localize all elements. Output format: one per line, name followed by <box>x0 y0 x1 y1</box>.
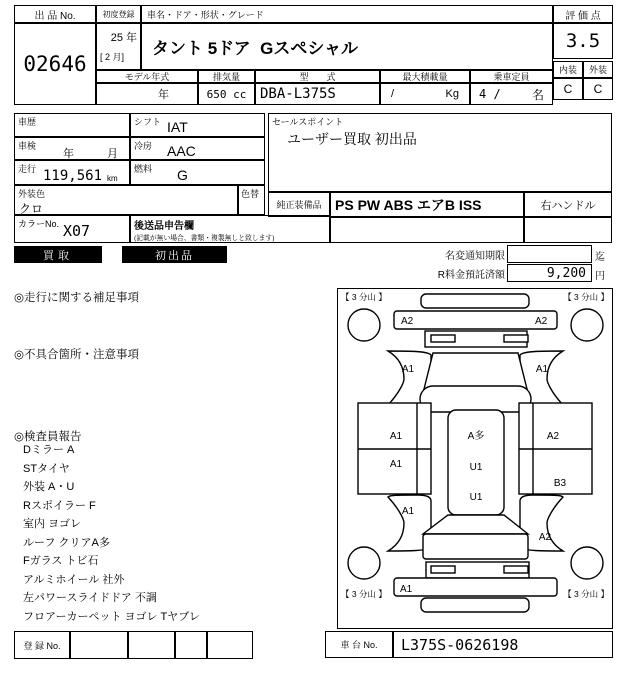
mileage-value: 119,561 <box>43 168 103 184</box>
mark-roof-front: A多 <box>467 431 485 442</box>
inspector-item: アルミホイール 社外 <box>23 573 125 586</box>
inspector-item: フロアーカーペット ヨゴレ Tヤブレ <box>23 610 200 623</box>
fuel-value: G <box>177 167 188 183</box>
running-notes-title: ◎走行に関する補足事項 <box>14 292 140 304</box>
rear-bumper <box>394 578 557 596</box>
history-cell <box>14 113 130 137</box>
first-registration-month: [ 2 月] <box>100 51 125 62</box>
inspection-label: 車検 <box>18 141 37 151</box>
cowl <box>420 386 531 412</box>
tire-rear-left-icon <box>348 547 380 579</box>
shift-cell <box>130 113 265 137</box>
registration-no-label: 登 録 No. <box>14 631 70 659</box>
mark-rear-fender-right: A2 <box>538 532 552 543</box>
later-items-note: (記載が無い場合、書類・複製無しと致します) <box>134 235 275 242</box>
color-no-value: X07 <box>63 222 91 240</box>
exterior-label: 外装 <box>583 61 613 78</box>
name-change-unit: 迄 <box>595 252 605 263</box>
shift-label: シフト <box>134 117 162 127</box>
later-items-label: 後送品申告欄 <box>134 221 194 232</box>
rear-window <box>423 515 528 534</box>
max-load-slash: / <box>391 88 395 100</box>
ac-label: 冷房 <box>134 141 153 151</box>
inspector-item: Dミラー A <box>23 444 75 456</box>
registration-cell-3 <box>175 631 207 659</box>
inspector-item: ルーフ クリアA多 <box>23 536 110 549</box>
sales-point-text: ユーザー買取 初出品 <box>287 131 417 147</box>
inspector-item: Rスポイラー F <box>23 499 96 512</box>
repaint-label: 色替 <box>241 189 260 199</box>
badge-hatsushuppin: 初出品 <box>122 246 227 263</box>
later-items-cell <box>130 215 330 243</box>
exterior-color-cell <box>14 185 238 215</box>
lot-no-value: 02646 <box>14 23 96 105</box>
tire-tread-rear-right: 【 3 分山 】 <box>563 589 609 599</box>
equipment-value: PS PW ABS エアB ISS <box>330 192 524 217</box>
tire-tread-front-left: 【 3 分山 】 <box>341 292 387 302</box>
inspector-report-title: ◎検査員報告 <box>14 431 82 443</box>
mark-door-right: A2 <box>546 431 560 442</box>
first-registration-label: 初度登録 <box>96 5 141 23</box>
first-registration-value <box>96 23 141 70</box>
badge-kaitori: 買取 <box>14 246 102 263</box>
color-no-cell <box>14 215 130 243</box>
model-code-label: 型 式 <box>255 70 380 83</box>
name-change-box <box>507 245 592 263</box>
max-load-label: 最大積載量 <box>380 70 470 83</box>
capacity-value <box>470 83 553 105</box>
inspector-item: STタイヤ <box>23 462 70 475</box>
sales-point-label: セールスポイント <box>272 117 344 127</box>
mark-front-bumper-right: A2 <box>535 316 548 327</box>
mark-door-left-upper: A1 <box>389 431 403 442</box>
recycle-fee-label: R料金預託済額 <box>437 270 505 281</box>
mark-quarter-right: B3 <box>553 478 567 489</box>
score-value: 3.5 <box>553 23 613 59</box>
displacement-label: 排気量 <box>198 70 255 83</box>
capacity-unit: 名 <box>531 87 544 102</box>
rear-strip <box>421 598 529 612</box>
ac-value: AAC <box>167 143 196 159</box>
history-label: 車歴 <box>18 117 37 127</box>
registration-cell-2 <box>128 631 175 659</box>
mark-door-left-lower: A1 <box>389 459 403 470</box>
name-change-label: 名変通知期限 <box>445 251 505 262</box>
inspection-cell <box>14 137 130 160</box>
defect-notes-title: ◎不具合箇所・注意事項 <box>14 349 140 361</box>
tire-front-left-icon <box>348 309 380 341</box>
front-strip <box>421 294 529 308</box>
tire-front-right-icon <box>571 309 603 341</box>
color-no-label: カラーNo. <box>18 219 60 229</box>
exterior-grade: C <box>583 78 613 100</box>
displacement-value: 650 cc <box>198 83 255 105</box>
model-year-label: モデル年式 <box>96 70 198 83</box>
mark-rear-fender-left: A1 <box>401 506 415 517</box>
model-code-value: DBA-L375S <box>255 83 380 105</box>
taillight-right-icon <box>504 566 528 573</box>
equipment-extra-cell <box>330 217 524 243</box>
lot-no-label: 出 品 No. <box>14 5 96 23</box>
tire-tread-front-right: 【 3 分山 】 <box>563 292 609 302</box>
equipment-label: 純正装備品 <box>268 192 330 217</box>
chassis-no-value: L375S-0626198 <box>393 631 613 658</box>
max-load-value <box>380 83 470 105</box>
handle-cell: 右ハンドル <box>524 192 612 217</box>
headlight-right-icon <box>504 335 528 342</box>
inspector-item: Fガラス トビ石 <box>23 555 99 567</box>
repaint-cell <box>238 185 265 215</box>
mark-roof-mid: U1 <box>469 462 483 473</box>
recycle-fee-box: 9,200 <box>507 264 592 282</box>
rear-hatch <box>423 534 528 559</box>
tire-tread-rear-left: 【 3 分山 】 <box>341 589 387 599</box>
inspection-month: 月 <box>107 148 118 160</box>
front-bumper <box>394 311 557 329</box>
car-name-value: タント 5ドア Gスペシャル <box>141 23 553 70</box>
interior-grade: C <box>553 78 583 100</box>
inspection-year: 年 <box>63 148 74 160</box>
max-load-unit: Kg <box>445 88 459 100</box>
car-name-label: 車名・ドア・形状・グレード <box>141 5 553 23</box>
mark-front-fender-left: A1 <box>401 364 415 375</box>
model-year-value: 年 <box>96 83 198 105</box>
tire-rear-right-icon <box>571 547 603 579</box>
recycle-fee-unit: 円 <box>595 271 605 282</box>
taillight-left-icon <box>431 566 455 573</box>
mark-rear-bumper: A1 <box>400 584 413 595</box>
mark-front-fender-right: A1 <box>535 364 549 375</box>
interior-label: 内装 <box>553 61 583 78</box>
fuel-label: 燃料 <box>134 164 153 174</box>
score-label: 評 価 点 <box>553 5 613 23</box>
mark-roof-rear: U1 <box>469 492 483 503</box>
first-registration-year: 25 年 <box>110 32 137 44</box>
capacity-label: 乗車定員 <box>470 70 553 83</box>
inspector-item: 室内 ヨゴレ <box>23 518 82 530</box>
inspector-item: 外装 A・U <box>23 481 75 493</box>
shift-value: IAT <box>167 119 188 135</box>
mark-front-bumper-left: A2 <box>401 316 414 327</box>
chassis-no-label: 車 台 No. <box>325 631 393 658</box>
inspector-report-list <box>23 441 200 626</box>
mileage-cell <box>14 160 130 185</box>
inspector-item: 左パワースライドドア 不調 <box>23 592 157 604</box>
damage-diagram <box>337 288 613 629</box>
registration-cell-4 <box>207 631 253 659</box>
capacity-number: 4 / <box>479 87 501 101</box>
mileage-unit: km <box>107 174 118 183</box>
registration-cell-1 <box>70 631 128 659</box>
exterior-color-value: クロ <box>19 202 44 216</box>
mileage-label: 走行 <box>18 164 37 174</box>
car-map <box>338 289 612 628</box>
sales-point-box <box>268 113 612 192</box>
handle-extra-cell <box>524 217 612 243</box>
ac-cell <box>130 137 265 160</box>
headlight-left-icon <box>431 335 455 342</box>
exterior-color-label: 外装色 <box>18 189 46 199</box>
fuel-cell <box>130 160 265 185</box>
